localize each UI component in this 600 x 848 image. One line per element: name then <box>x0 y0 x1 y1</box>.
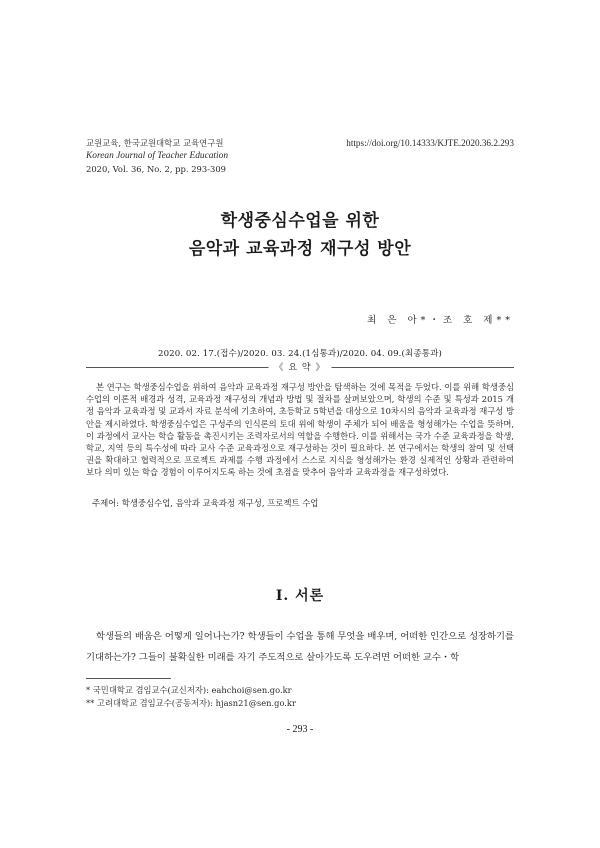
summary-label: 《 요 약 》 <box>269 360 332 373</box>
page-number: - 293 - <box>286 724 314 735</box>
doi-link[interactable]: https://doi.org/10.14333/KJTE.2020.36.2.293 <box>346 138 514 148</box>
journal-header <box>86 137 228 176</box>
summary-divider <box>86 360 514 374</box>
body-paragraph: 학생들의 배움은 어떻게 일어나는가? 학생들이 수업을 통해 무엇을 배우며, 어떠한 인간으로 성장하기를 기대하는가? 그들이 불확실한 미래를 자기 주도적으로 살아가도록 도우려면 어떠한 교수・학 <box>86 631 514 663</box>
footnote-divider <box>86 678 171 679</box>
footnote-2: ** 고려대학교 겸임교수(공동저자): hjasn21@sen.go.kr <box>86 698 296 708</box>
keywords: 주제어: 학생중심수업, 음악과 교육과정 재구성, 프로젝트 수업 <box>92 498 319 508</box>
journal-name-english: Korean Journal of Teacher Education <box>86 151 229 161</box>
volume-info: 2020, Vol. 36, No. 2, pp. 293-309 <box>86 164 226 174</box>
submission-dates: 2020. 02. 17.(접수)/2020. 03. 24.(1심통과)/2020. 04. 09.(최종통과) <box>158 349 442 359</box>
paper-title-line1: 학생중심수업을 위한 <box>220 211 380 231</box>
footnote-1: * 국민대학교 겸임교수(교신저자): eahchoi@sen.go.kr <box>86 685 292 695</box>
journal-name-korean: 교원교육, 한국교원대학교 교육연구원 <box>86 138 224 148</box>
abstract-text: 본 연구는 학생중심수업을 위하여 음악과 교육과정 재구성 방안을 탐색하는 것에 목적을 두었다. 이를 위해 학생중심수업의 이론적 배경과 성격, 교육과정 재구성의 개념과 방법 및 절차를 살펴보았으며, 학생의 수준 및 특성과 2015 개정 음악과 교육과정 및 교과서 자료 분석에 기초하여, 초등학교 5학년을 대상으로 10차시의 음악과 교육과정 재구성 방안을 제시하였다. 학생중심수업은 구성주의 인식론의 토대 위에 학생이 주체가 되어 배움을 형성해가는 수업을 뜻하며, 이 과정에서 교사는 학습 활동을 촉진시키는 조력자로서의 역할을 수행한다. 이를 위해서는 국가 수준 교육과정을 학생, 학교, 지역 등의 특수성에 따라 교사 수준 교육과정으로 재구성하는 것이 필요하다. 본 연구에서는 학생의 참여 및 선택권을 확대하고 협력적으로 프로젝트 과제를 수행 과정에서 스스로 지식을 형성해가는 환경 실제적인 상황과 관련하여 보다 의미 있는 학습 경험이 이루어지도록 하는 것에 초점을 맞추어 음악과 교육과정을 재구성하였다. <box>86 382 514 478</box>
paper-title-line2: 음악과 교육과정 재구성 방안 <box>188 239 412 259</box>
authors: 최 은 아*・조 호 제** <box>367 315 514 326</box>
section-heading: Ⅰ. 서론 <box>275 588 325 604</box>
